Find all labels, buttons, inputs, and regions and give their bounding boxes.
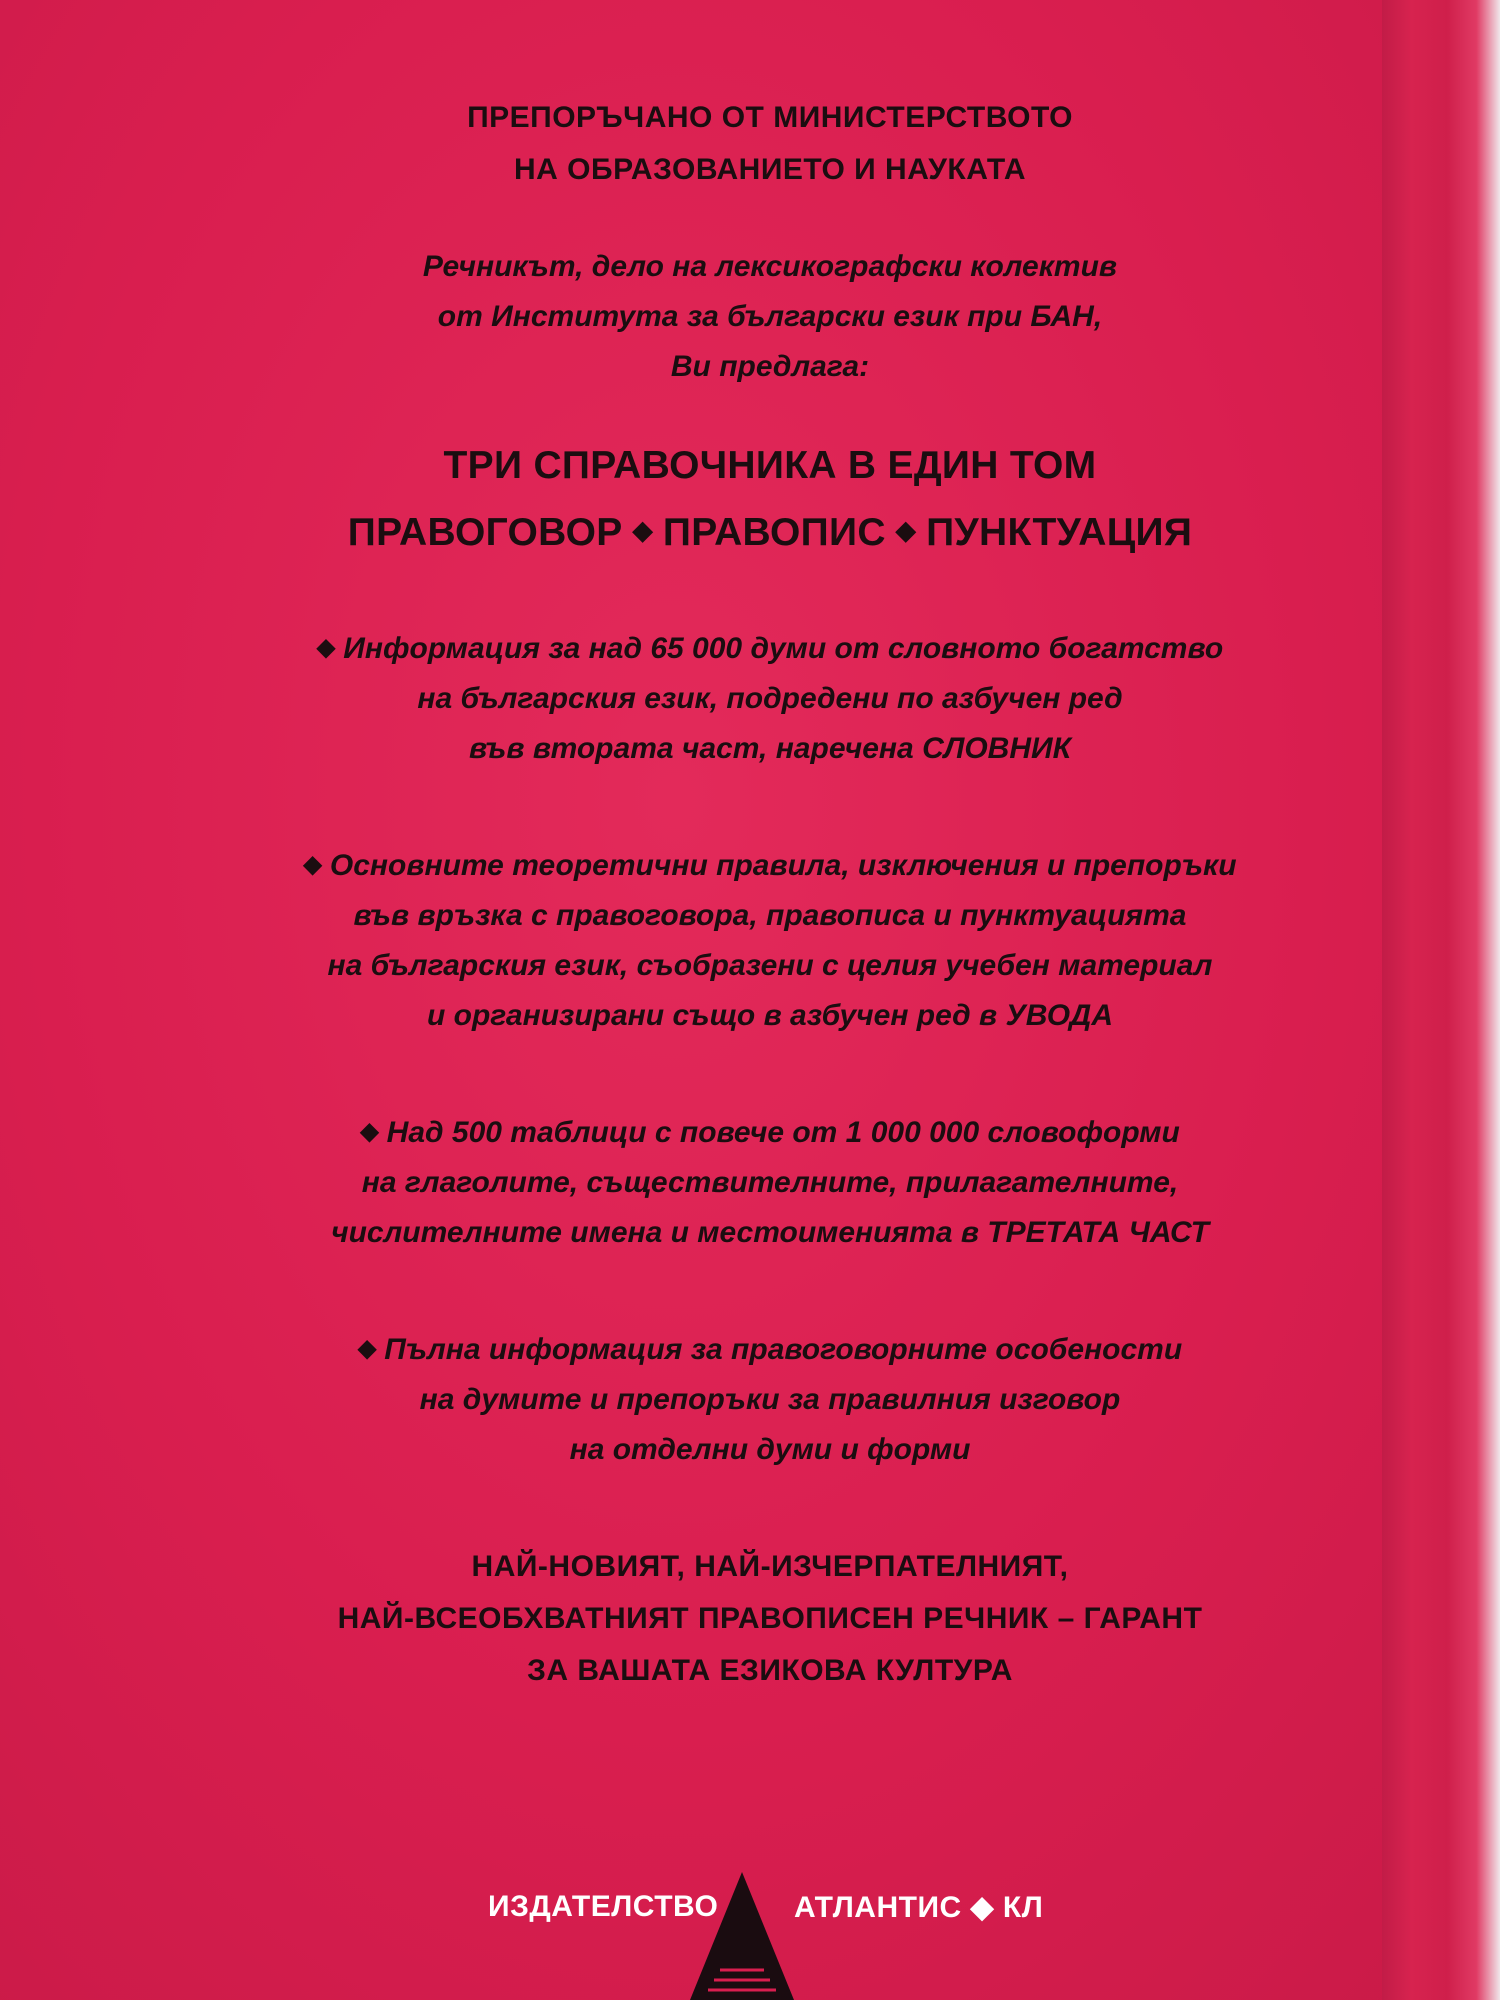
intro-line-3: Ви предлага: — [670, 350, 870, 383]
feature-line: на българския език, подредени по азбучен ред — [417, 682, 1123, 715]
diamond-bullet-icon: ◆ — [316, 634, 336, 661]
intro-line-1: Речникът, дело на лексикографски колектив — [422, 250, 1118, 283]
feature-line: числителните имена и местоименията в ТРЕТАТА ЧАСТ — [331, 1216, 1209, 1249]
headline-line-1: ТРИ СПРАВОЧНИКА В ЕДИН ТОМ — [443, 444, 1097, 487]
feature-line: във втората част, наречена СЛОВНИК — [468, 732, 1072, 765]
cover-text — [230, 92, 1310, 1697]
publisher-name: АТЛАНТИС ◆ КЛ — [794, 1891, 1044, 1924]
headline-line-2 — [230, 498, 1310, 565]
closing-line-1: НАЙ-НОВИЯТ, НАЙ-ИЗЧЕРПАТЕЛНИЯТ, — [471, 1550, 1069, 1583]
closing-line-2: НАЙ-ВСЕОБХВАТНИЯТ ПРАВОПИСЕН РЕЧНИК – ГАРАНТ — [337, 1602, 1203, 1635]
diamond-separator-icon: ◆ — [632, 515, 653, 545]
feature-item — [230, 623, 1310, 774]
intro-line-2: от Института за български език при БАН, — [437, 300, 1103, 333]
diamond-separator-icon: ◆ — [895, 515, 917, 545]
recommendation-line-2: НА ОБРАЗОВАНИЕТО И НАУКАТА — [514, 153, 1026, 186]
feature-line: във връзка с правоговора, правописа и пунктуацията — [353, 899, 1187, 932]
publisher-label: ИЗДАТЕЛСТВО — [488, 1890, 719, 1923]
headline — [230, 434, 1310, 565]
feature-line: Основните теоретични правила, изключения и препоръки — [329, 849, 1237, 882]
diamond-bullet-icon: ◆ — [303, 851, 322, 878]
feature-item — [230, 1107, 1310, 1258]
feature-list — [230, 623, 1310, 1475]
closing-line-3: ЗА ВАШАТА ЕЗИКОВА КУЛТУРА — [527, 1654, 1013, 1687]
headline-part-1: ПРАВОГОВОР — [347, 511, 623, 554]
feature-line: на глаголите, съществителните, прилагателните, — [361, 1166, 1179, 1199]
diamond-bullet-icon: ◆ — [357, 1335, 377, 1362]
feature-line: Информация за над 65 000 думи от словното богатство — [343, 632, 1224, 665]
recommendation-heading — [230, 92, 1310, 196]
publisher-footer — [0, 1872, 1420, 2002]
intro-text — [230, 242, 1310, 392]
feature-item — [230, 1324, 1310, 1475]
closing-slogan — [230, 1541, 1310, 1697]
triangle-logo-icon — [690, 1872, 794, 2000]
feature-line: Над 500 таблици с повече от 1 000 000 словоформи — [386, 1116, 1180, 1149]
cover-edge — [1382, 0, 1500, 2000]
feature-line: Пълна информация за правоговорните особености — [384, 1333, 1183, 1366]
feature-line: на българския език, съобразени с целия учебен материал — [327, 949, 1213, 982]
diamond-bullet-icon: ◆ — [360, 1118, 379, 1145]
feature-line: на думите и препоръки за правилния изговор — [419, 1383, 1121, 1416]
recommendation-line-1: ПРЕПОРЪЧАНО ОТ МИНИСТЕРСТВОТО — [467, 101, 1073, 134]
headline-part-3: ПУНКТУАЦИЯ — [926, 511, 1193, 554]
feature-item — [230, 840, 1310, 1041]
feature-line: и организирани също в азбучен ред в УВОДА — [426, 999, 1113, 1032]
feature-line: на отделни думи и форми — [569, 1433, 971, 1466]
headline-part-2: ПРАВОПИС — [662, 511, 886, 554]
